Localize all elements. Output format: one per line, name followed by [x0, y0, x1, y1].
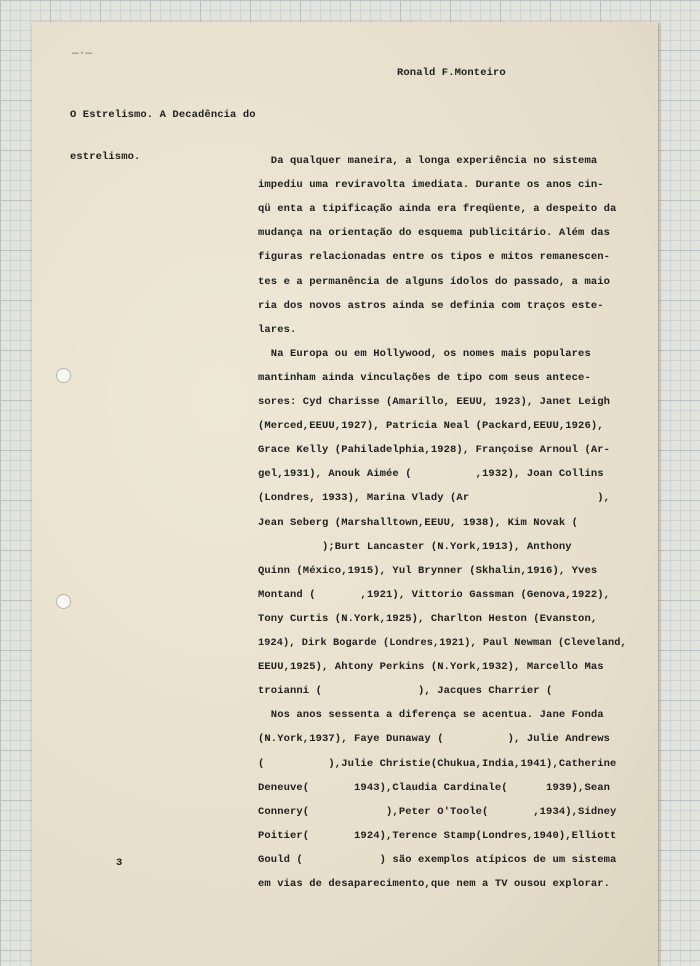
body-line: (N.York,1937), Faye Dunaway ( ), Julie Andrews — [258, 733, 611, 746]
body-line: 1924), Dirk Bogarde (Londres,1921), Paul Newman (Cleveland, — [258, 637, 627, 649]
body-line: Poitier( 1924),Terence Stamp(Londres,1940),Elliott — [258, 829, 617, 842]
body-line: (Merced,EEUU,1927), Patricia Neal (Packard,EEUU,1926), — [258, 420, 604, 433]
body-line: impediu uma reviravolta imediata. Durante os anos cin- — [258, 179, 604, 192]
punch-hole — [56, 368, 71, 383]
body-line: Connery( ),Peter O'Toole( ,1934),Sidney — [258, 805, 617, 818]
body-line: figuras relacionadas entre os tipos e mitos remanescen- — [258, 251, 611, 264]
margin-pencil-mark: —·— — [72, 48, 92, 60]
title-line: O Estrelismo. A Decadência do — [70, 109, 256, 121]
punch-hole — [56, 594, 71, 609]
body-line: Tony Curtis (N.York,1925), Charlton Heston (Evanston, — [258, 612, 598, 625]
body-line: ria dos novos astros ainda se definia com traços este- — [258, 299, 604, 312]
page-number: 3 — [116, 857, 123, 869]
body-line: mantinham ainda vinculações de tipo com seus antece- — [258, 371, 591, 384]
body-line: Grace Kelly (Pahiladelphia,1928), Françoise Arnoul (Ar- — [258, 444, 611, 457]
document-title — [70, 80, 256, 192]
body-line: lares. — [258, 323, 297, 336]
body-line: qü enta a tipificação ainda era freqüente, a despeito da — [258, 203, 617, 216]
body-line: troianni ( ), Jacques Charrier ( — [258, 685, 553, 698]
body-line: ( ),Julie Christie(Chukua,India,1941),Catherine — [258, 757, 617, 770]
title-line: estrelismo. — [70, 151, 141, 163]
body-line: Montand ( ,1921), Vittorio Gassman (Genova,1922), — [258, 588, 611, 601]
body-line: Gould ( ) são exemplos atípicos de um sistema — [258, 853, 617, 866]
body-line: gel,1931), Anouk Aimée ( ,1932), Joan Collins — [258, 468, 604, 481]
body-line: EEUU,1925), Ahtony Perkins (N.York,1932), Marcello Mas — [258, 661, 604, 674]
body-line: Nos anos sessenta a diferença se acentua. Jane Fonda — [258, 709, 604, 722]
body-line: Deneuve( 1943),Claudia Cardinale( 1939),Sean — [258, 781, 611, 794]
body-line: Da qualquer maneira, a longa experiência no sistema — [258, 155, 598, 167]
author-name: Ronald F.Monteiro — [397, 67, 506, 79]
body-line: Jean Seberg (Marshalltown,EEUU, 1938), Kim Novak ( — [258, 516, 579, 529]
body-line: em vias de desaparecimento,que nem a TV ousou explorar. — [258, 878, 611, 890]
body-line: );Burt Lancaster (N.York,1913), Anthony — [258, 540, 572, 553]
body-line: sores: Cyd Charisse (Amarillo, EEUU, 1923), Janet Leigh — [258, 396, 611, 408]
body-line: Na Europa ou em Hollywood, os nomes mais populares — [258, 347, 591, 360]
body-line: Quinn (México,1915), Yul Brynner (Skhalin,1916), Yves — [258, 564, 598, 577]
body-line: (Londres, 1933), Marina Vlady (Ar ), — [258, 492, 611, 505]
body-line: mudança na orientação do esquema publicitário. Além das — [258, 227, 611, 240]
typewritten-page — [32, 22, 658, 966]
body-line: tes e a permanência de alguns ídolos do passado, a maio — [258, 275, 611, 288]
